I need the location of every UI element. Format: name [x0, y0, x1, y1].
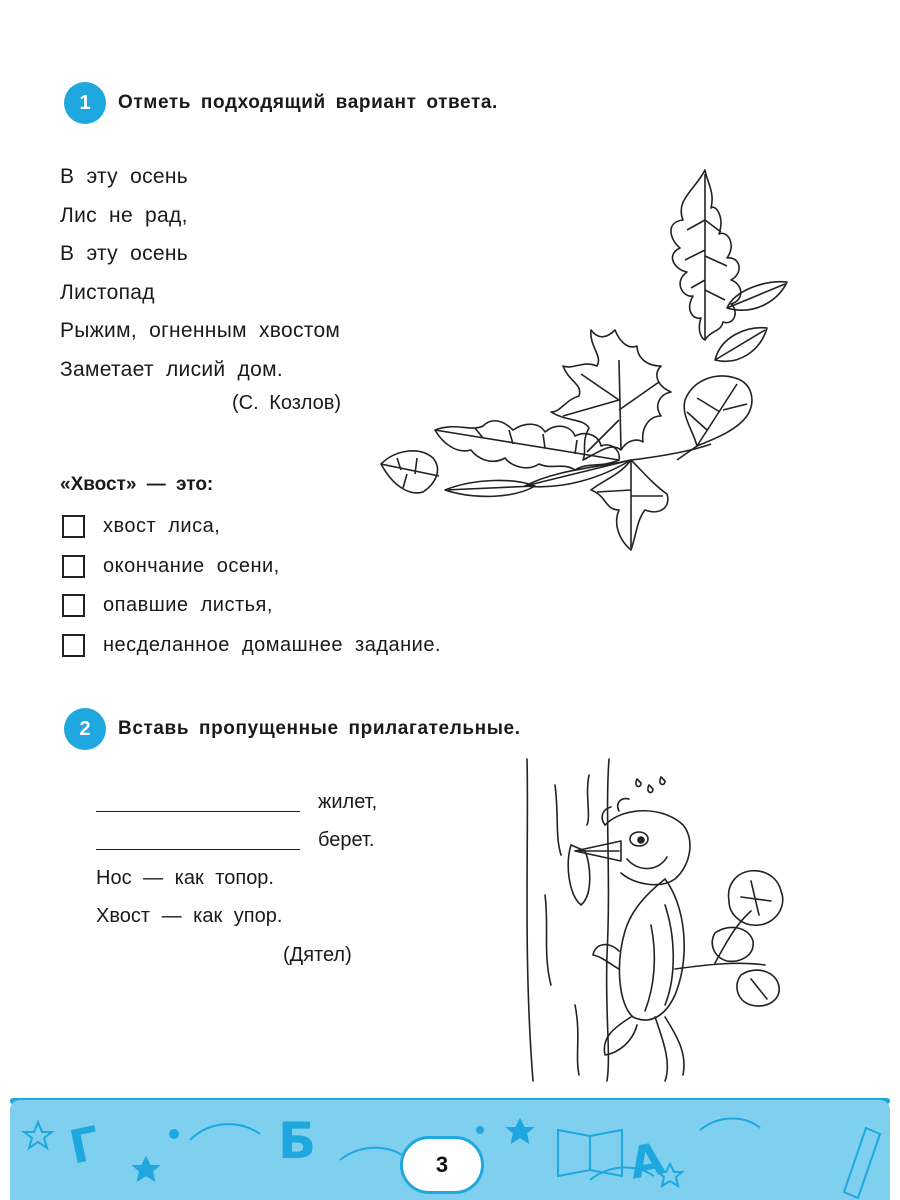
riddle-line: [96, 782, 377, 820]
task-2-title: Вставь пропущенные прилагательные.: [118, 718, 521, 739]
decor-letter: А: [625, 1133, 669, 1190]
decor-letter: Б: [278, 1112, 317, 1170]
answer-checkbox[interactable]: [62, 594, 85, 617]
poem-line: В эту осень: [60, 242, 188, 265]
poem-line: Листопад: [60, 280, 155, 304]
task-2-number-badge: 2: [64, 708, 106, 750]
poem-line: Рыжим, огненным хвостом: [60, 319, 341, 342]
answer-option[interactable]: [62, 547, 441, 587]
question-label: «Хвост» — это:: [60, 474, 214, 495]
woodpecker-illustration: [515, 755, 795, 1085]
riddle: [96, 782, 377, 934]
answer-checkbox[interactable]: [62, 515, 85, 538]
task-1-number-badge: 1: [64, 82, 106, 124]
answer-option-label: хвост лиса,: [103, 515, 221, 538]
poem-author: (С. Козлов): [232, 392, 342, 414]
riddle-line: [96, 896, 377, 934]
page-number: 3: [400, 1136, 484, 1194]
riddle-line: [96, 858, 377, 896]
riddle-word: жилет,: [318, 791, 378, 813]
poem-line: Лис не рад,: [60, 203, 188, 227]
riddle-text: Нос — как топор.: [96, 867, 274, 889]
answer-checkbox[interactable]: [62, 634, 85, 657]
answer-option[interactable]: [62, 586, 441, 626]
task-1-header: [64, 82, 498, 124]
answer-option-label: окончание осени,: [103, 554, 280, 577]
riddle-line: [96, 820, 377, 858]
answer-option-label: опавшие листья,: [103, 594, 273, 617]
riddle-word: берет.: [318, 829, 375, 851]
poem-line: Заметает лисий дом.: [60, 357, 283, 381]
answer-option[interactable]: [62, 507, 441, 547]
answer-option-label: несделанное домашнее задание.: [103, 633, 442, 656]
riddle-answer: (Дятел): [283, 944, 352, 966]
poem-line: В эту осень: [60, 165, 188, 188]
answer-checkbox[interactable]: [62, 555, 85, 578]
task-2-header: [64, 708, 521, 750]
answer-blank[interactable]: [96, 785, 300, 812]
poem: [60, 158, 340, 389]
riddle-text: Хвост — как упор.: [96, 905, 283, 927]
answer-options: [62, 507, 441, 665]
answer-option[interactable]: [62, 626, 441, 666]
answer-blank[interactable]: [96, 823, 300, 850]
task-1-title: Отметь подходящий вариант ответа.: [118, 92, 498, 113]
decor-letter: Г: [64, 1115, 105, 1175]
